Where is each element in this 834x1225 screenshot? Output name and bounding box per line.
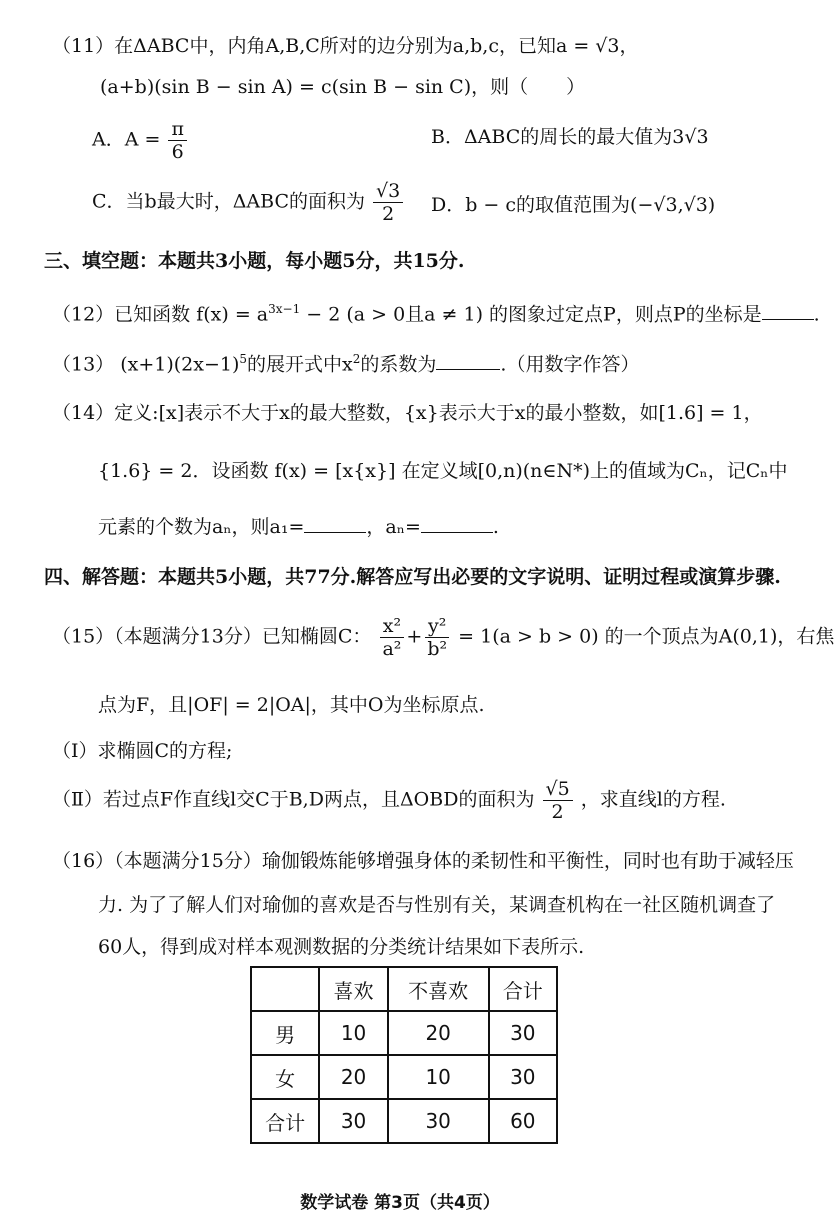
table-row [251, 1011, 557, 1055]
q11-option-c-num: √3 [373, 180, 403, 203]
table-cell: 30 [489, 1055, 557, 1099]
q14-answer-blank-an[interactable] [421, 512, 493, 533]
q14-line3-pre: 元素的个数为aₙ，则a₁= [98, 516, 305, 538]
table-row [251, 1055, 557, 1099]
q13 [52, 346, 639, 377]
table-cell: 30 [319, 1099, 387, 1143]
q11-option-a [92, 118, 189, 163]
q15-fraction-y-num: y² [425, 615, 449, 638]
survey-table [250, 966, 558, 1144]
table-cell: 男 [251, 1011, 319, 1055]
q11-line2: (a+b)(sin B − sin A) = c(sin B − sin C)，则（ ） [100, 76, 586, 98]
q13-post: 的系数为 [360, 353, 437, 376]
q11-option-c [92, 180, 405, 225]
q15-part2-post: ，求直线l的方程. [580, 788, 726, 811]
q15-part2-den: 2 [551, 801, 564, 823]
q15-part2 [52, 778, 726, 823]
section-4-heading: 四、解答题：本题共5小题，共77分.解答应写出必要的文字说明、证明过程或演算步骤. [44, 566, 781, 588]
table-cell: 60 [489, 1099, 557, 1143]
section-3-heading: 三、填空题：本题共3小题，每小题5分，共15分. [44, 250, 465, 272]
q14-answer-blank-a1[interactable] [304, 512, 366, 533]
q16-line2: 力. 为了了解人们对瑜伽的喜欢是否与性别有关，某调查机构在一社区随机调查了 [98, 894, 776, 916]
q12-exponent: 3x−1 [268, 302, 301, 316]
q15-pre: （15）（本题满分13分）已知椭圆C： [52, 625, 372, 648]
page-footer: 数学试卷 第3页（共4页） [300, 1193, 500, 1213]
table-cell: 10 [319, 1011, 387, 1055]
q14-line1: （14）定义:[x]表示不大于x的最大整数，{x}表示大于x的最小整数，如[1.6] = 1， [52, 402, 763, 424]
table-header-cell: 不喜欢 [388, 967, 489, 1011]
q14-line3-mid: ，aₙ= [366, 516, 421, 538]
table-cell: 女 [251, 1055, 319, 1099]
table-header-cell: 喜欢 [319, 967, 387, 1011]
table-row [251, 1099, 557, 1143]
q11-option-c-label: C．当b最大时，ΔABC的面积为 [92, 190, 365, 213]
q13-end: .（用数字作答） [500, 353, 640, 376]
q11-option-a-num: π [168, 118, 187, 141]
q11-option-a-label: A．A = [92, 128, 161, 151]
q13-answer-blank[interactable] [436, 349, 500, 370]
q11-option-a-den: 6 [171, 141, 184, 163]
q11-line1: （11）在ΔABC中，内角A,B,C所对的边分别为a,b,c，已知a = √3， [52, 35, 639, 57]
table-cell: 30 [489, 1011, 557, 1055]
q12-pre: （12）已知函数 f(x) = a [52, 303, 269, 326]
q15-fraction-x-num: x² [380, 615, 404, 638]
q12-answer-blank[interactable] [762, 299, 814, 320]
table-header-row [251, 967, 557, 1011]
q12-end: . [813, 303, 820, 326]
q13-exponent: 5 [239, 352, 248, 366]
q11-option-c-fraction [373, 180, 403, 225]
q15-post: = 1(a > b > 0) 的一个顶点为A(0,1)，右焦 [458, 625, 834, 648]
q15-fraction-x-den: a² [382, 638, 402, 660]
q16-line1: （16）（本题满分15分）瑜伽锻炼能够增强身体的柔韧性和平衡性，同时也有助于减轻压 [52, 850, 794, 872]
q14-line2: {1.6} = 2．设函数 f(x) = [x{x}] 在定义域[0,n)(n∈N*)上的值域为Cₙ，记Cₙ中 [98, 460, 788, 482]
q13-exponent2: 2 [352, 352, 361, 366]
q15-plus: + [406, 625, 423, 648]
q15-part2-num: √5 [543, 778, 573, 801]
q11-option-d: D．b − c的取值范围为(−√3,√3) [431, 194, 716, 216]
q13-pre: （13） (x+1)(2x−1) [52, 353, 240, 376]
q11-option-b: B．ΔABC的周长的最大值为3√3 [431, 126, 709, 148]
q12-post: − 2 (a > 0且a ≠ 1) 的图象过定点P，则点P的坐标是 [300, 303, 762, 326]
q15-line1 [52, 615, 834, 660]
table-cell: 10 [388, 1055, 489, 1099]
q15-fraction-x [379, 615, 404, 660]
table-cell: 20 [319, 1055, 387, 1099]
q15-fraction-y-den: b² [427, 638, 448, 660]
q15-line2: 点为F，且|OF| = 2|OA|，其中O为坐标原点. [98, 694, 485, 716]
table-cell: 20 [388, 1011, 489, 1055]
q11-option-a-fraction [168, 118, 187, 163]
q11-option-c-den: 2 [382, 203, 395, 225]
q15-part2-pre: （Ⅱ）若过点F作直线l交C于B,D两点，且ΔOBD的面积为 [52, 788, 535, 811]
q16-line3: 60人，得到成对样本观测数据的分类统计结果如下表所示. [98, 936, 585, 958]
table-cell: 合计 [251, 1099, 319, 1143]
q14-line3-end: . [492, 516, 499, 538]
q15-part1: （Ⅰ）求椭圆C的方程; [52, 740, 233, 762]
table-header-cell: 合计 [489, 967, 557, 1011]
q15-part2-fraction [543, 778, 573, 823]
table-header-cell [251, 967, 319, 1011]
q12 [52, 296, 820, 327]
table-cell: 30 [388, 1099, 489, 1143]
q14-line3 [98, 512, 499, 540]
q13-mid: 的展开式中x [247, 353, 353, 376]
q15-fraction-y [424, 615, 450, 660]
